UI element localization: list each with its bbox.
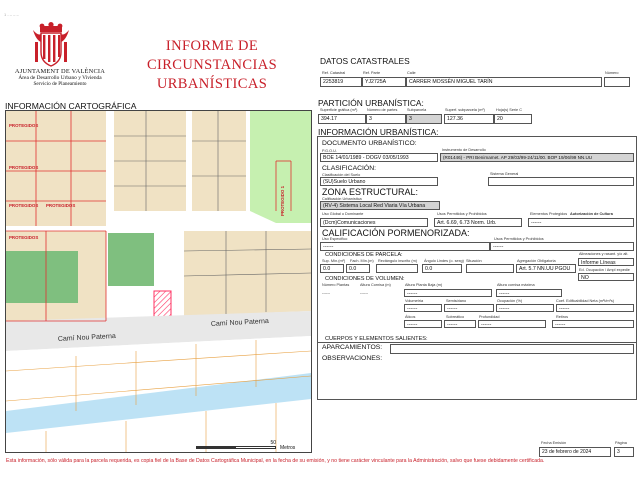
parcela-fachmin-label: Fach. Mín.(m)	[350, 259, 374, 263]
parcela-rect-label: Rectángulo inscrito (m)	[378, 259, 418, 263]
usos-permitidos-field: ------	[490, 242, 634, 251]
vol-profundidad-field: ------	[478, 320, 546, 328]
parcela-fachmin-field: 0.0	[346, 264, 370, 273]
calificacion-label: Calificación Urbanística	[322, 197, 362, 201]
usos-prohibidos-label: Usos Permitidos y Prohibidos	[437, 212, 487, 216]
map-scale-bar	[196, 440, 306, 452]
map-street-label-2: Camí Nou Paterna	[210, 317, 270, 328]
vol-retiros-field: ------	[552, 320, 634, 328]
corner-mark: 1 - – – –	[4, 12, 19, 17]
disclaimer-text: Esta información, sólo válida para la parcela requerida, es copia fiel de la Base de Datos Cartográfica Municipal, en la fecha de su emisión, y no tiene carácter vinculante para la Administración, salvo que fuese debidamente certificada.	[6, 458, 545, 464]
alineaciones-label: Alineaciones y rasant. y/o alt.	[579, 252, 629, 256]
parcela-angulo-field: 0.0	[422, 264, 462, 273]
map-label-protegido-vertical: PROTEGIDO 1	[280, 185, 285, 216]
catastro-parte-field: YJ2725A	[362, 77, 406, 87]
org-name: AJUNTAMENT DE VALÈNCIA	[14, 68, 106, 75]
catastro-numero-label: Número	[605, 71, 619, 75]
observaciones-title: OBSERVACIONES:	[322, 355, 383, 362]
vol-edificabilidad-label: Coef. Edificabilidad Neta (m²t/m²s)	[556, 299, 615, 303]
cuerpos-divider	[317, 342, 637, 343]
aparcamientos-title: APARCAMIENTOS:	[322, 344, 383, 351]
aparcamientos-field	[390, 344, 634, 354]
catastro-title: DATOS CATASTRALES	[320, 56, 410, 66]
uso-global-field: (Dcm)Comunicaciones	[320, 218, 428, 227]
instrumento-label: Instrumento de Desarrollo	[442, 148, 486, 152]
volumen-title: CONDICIONES DE VOLUMEN:	[325, 276, 405, 282]
pagina-label: Página	[615, 441, 627, 445]
usos-permitidos-label: Usos Permitidos y Prohibidos	[494, 237, 544, 241]
city-crest-icon	[30, 22, 72, 68]
vol-aticos-field: ------	[404, 320, 442, 328]
autorizacion-cultura-label: Autorización de Cultura	[570, 212, 613, 216]
clase-suelo-field: (SU)Suelo Urbano	[320, 177, 438, 186]
parcela-supmin-field: 0.0	[320, 264, 344, 273]
vol-semisotano-label: Semisótano	[446, 299, 467, 303]
catastro-calle-label: Calle	[407, 71, 416, 75]
vol-plantas-field: ------	[322, 290, 330, 295]
pgou-label: P.G.O.U.	[322, 149, 337, 153]
instrumento-field: (R01446) - PRI Benimamet. AP 29/03/99-24/11/00. BOP 19/06/99 NN.UU	[440, 153, 634, 162]
vol-volumetria-label: Volumetría	[405, 299, 424, 303]
catastro-ref-label: Ref. Catastral	[322, 71, 346, 75]
fecha-emision-label: Fecha Emisión	[541, 441, 567, 445]
scale-unit: Metros	[280, 445, 296, 451]
catastro-ref-field: 2253819	[320, 77, 362, 87]
vol-semisotano-field: ------	[444, 304, 494, 312]
report-title-line1: INFORME DE CIRCUNSTANCIAS	[146, 38, 278, 73]
vol-ocupacion-label: Ocupación (%)	[497, 299, 523, 303]
clasificacion-title: CLASIFICACIÓN:	[322, 165, 377, 172]
vol-profundidad-label: Profundidad	[479, 315, 500, 319]
particion-hoja-field: 20	[494, 114, 532, 124]
vol-plantabaja-field: ------	[404, 289, 492, 297]
vol-cornisamax-field: ------	[496, 289, 562, 297]
map-label-protegidos-4: PROTEGIDOS	[46, 203, 76, 208]
elementos-protegidos-label: Elementos Protegidos	[530, 212, 568, 216]
scale-value: 50	[270, 440, 276, 446]
map-label-protegidos-3: PROTEGIDOS	[9, 203, 39, 208]
fecha-emision-field: 23 de febrero de 2024	[539, 447, 611, 457]
particion-partes-label: Número de partes	[367, 108, 398, 112]
vol-cornisa-field: ------	[360, 290, 368, 295]
parcela-rect-field	[376, 264, 418, 273]
documento-title: DOCUMENTO URBANÍSTICO:	[322, 140, 417, 147]
particion-sup-label: Superficie gráfica (m²)	[320, 108, 358, 112]
alineaciones-field: Informe Líneas	[578, 258, 634, 266]
org-service: Servicio de Planeamiento	[33, 80, 87, 87]
scale-bar-graphic	[196, 446, 276, 449]
catastro-parte-label: Ref. Parte	[363, 71, 381, 75]
vol-plantas-label: Número Plantas	[322, 283, 350, 287]
green-park-left	[6, 251, 78, 303]
map-label-protegidos-1: PROTEGIDOS	[9, 123, 39, 128]
sistema-general-label: Sistema General	[490, 172, 519, 176]
particion-subparcela-label: Subparcela	[407, 108, 427, 112]
catastro-numero-field	[604, 77, 630, 87]
parcela-situacion-field	[466, 264, 514, 273]
elementos-protegidos-field: ------	[528, 218, 634, 227]
vol-sobreatico-label: Sobreático	[446, 315, 465, 319]
parcela-agregacion-field: Art. 5.7 NN.UU PGOU	[516, 264, 576, 273]
vol-cornisamax-label: Altura cornisa máxima	[497, 283, 535, 287]
hatched-parcel	[154, 291, 171, 319]
vol-plantabaja-label: Altura Planta Baja (m)	[405, 283, 443, 287]
vol-ocupacion-field: ------	[496, 304, 554, 312]
particion-hoja-label: Hoja(s) Serie C	[496, 108, 522, 112]
pgou-field: BOE 14/01/1989 - DOGV 03/05/1993	[320, 153, 438, 162]
parcela-title: CONDICIONES DE PARCELA:	[325, 252, 403, 258]
map-canvas	[6, 111, 311, 452]
particion-partes-field: 3	[366, 114, 406, 124]
vol-volumetria-field: ------	[404, 304, 442, 312]
parcela-angulo-label: Ángulo Lindes (o. sexg)	[424, 259, 464, 263]
map-label-protegidos-5: PROTEGIDOS	[9, 235, 39, 240]
zona-title: ZONA ESTRUCTURAL:	[322, 187, 419, 197]
uso-especifico-field: ------	[320, 242, 490, 251]
cuerpos-title: CUERPOS Y ELEMENTOS SALIENTES:	[325, 336, 428, 342]
uso-especifico-label: Uso Específico	[322, 237, 348, 241]
calificacion-field: (RV-4) Sistema Local Red Viaria Vía Urbana	[320, 201, 440, 210]
report-title-line2: URBANÍSTICAS	[156, 76, 268, 92]
green-park-center	[108, 233, 154, 286]
pagina-field: 3	[614, 447, 634, 457]
particion-sup-field: 394.17	[318, 114, 366, 124]
uso-global-label: Uso Global o Dominante	[322, 212, 364, 216]
map-section-title: INFORMACIÓN CARTOGRÁFICA	[5, 101, 137, 111]
report-title	[108, 37, 316, 94]
sistema-general-field	[488, 177, 634, 186]
ocupacion-field: NO	[578, 273, 634, 281]
usos-prohibidos-field: Art. 6.69, 6.73 Norm. Urb.	[434, 218, 522, 227]
organization-block	[4, 68, 116, 88]
catastro-calle-field: CARRER MOSSÈN MIGUEL TARÍN	[406, 77, 602, 87]
map-street-label-1: Camí Nou Paterna	[57, 332, 117, 343]
info-title: INFORMACIÓN URBANÍSTICA:	[318, 127, 439, 137]
particion-subparcela-field: 3	[406, 114, 442, 124]
vol-sobreatico-field: ------	[444, 320, 476, 328]
vol-retiros-label: Retiros	[556, 315, 569, 319]
vol-cornisa-label: Altura Cornisa (m)	[360, 283, 391, 287]
map-label-protegidos-2: PROTEGIDOS	[9, 165, 39, 170]
clase-suelo-label: Clasificación del Suelo	[322, 173, 361, 177]
particion-supsub-label: Superf. subparcela (m²)	[445, 108, 485, 112]
org-area: Área de Desarrollo Urbano y Vivienda	[18, 75, 102, 82]
parcela-situacion-label: Situación	[466, 259, 482, 263]
block-top-right	[192, 111, 246, 211]
cartography-map[interactable]	[5, 110, 312, 453]
ocupacion-label: Ed. Ocupación / Ampl expedie	[579, 268, 630, 272]
particion-title: PARTICIÓN URBANÍSTICA:	[318, 98, 424, 108]
particion-supsub-field: 127.36	[444, 114, 494, 124]
parcela-agregacion-label: Agregación Obligatoria	[517, 259, 556, 263]
pormenorizada-title: CALIFICACIÓN PORMENORIZADA:	[322, 228, 470, 238]
vol-aticos-label: Áticos	[405, 315, 416, 319]
parcela-supmin-label: Sup. Mín.(m²)	[322, 259, 346, 263]
vol-edificabilidad-field: ------	[556, 304, 634, 312]
